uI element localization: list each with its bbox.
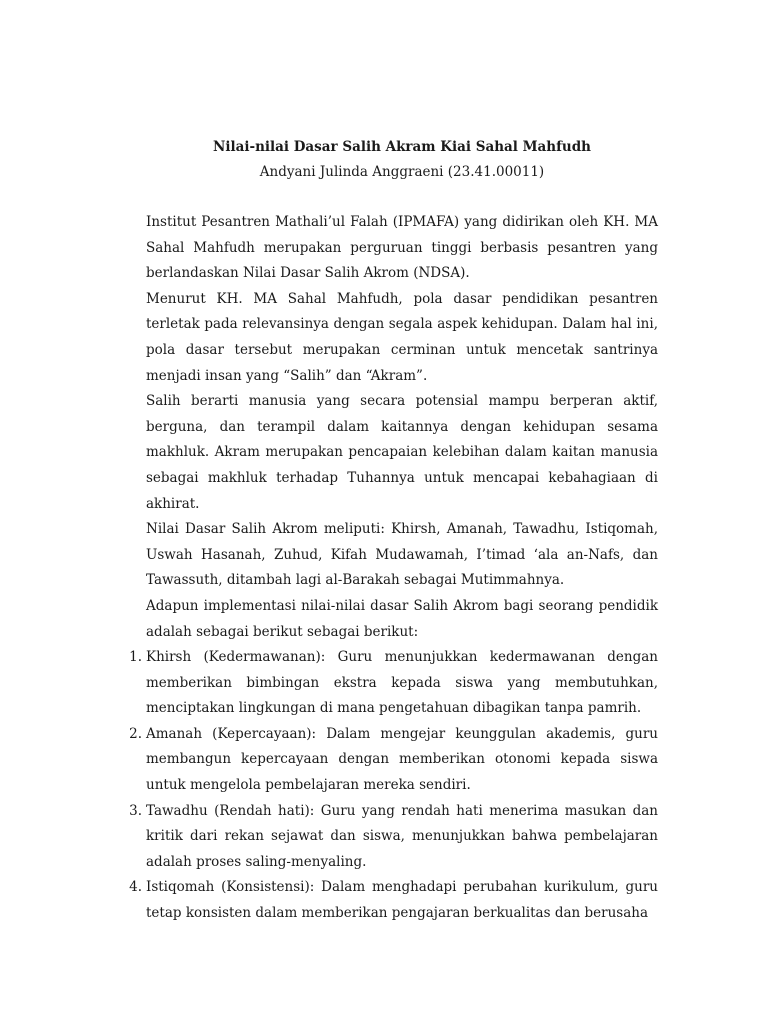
paragraph-salih-akram: Salih berarti manusia yang secara potensial mampu berperan aktif, berguna, dan terampil dalam kaitannya dengan kehidupan sesama makhluk. Akram merupakan pencapaian kelebihan dalam kaitan manusia sebagai makhluk terhadap Tuhannya untuk mencapai kebahagiaan di akhirat. [146, 393, 658, 512]
list-item-number: 1. [129, 649, 142, 666]
list-item [129, 875, 658, 926]
paragraph-pola-dasar: Menurut KH. MA Sahal Mahfudh, pola dasar pendidikan pesantren terletak pada relevansinya dengan segala aspek kehidupan. Dalam hal ini, pola dasar tersebut merupakan cerminan untuk mencetak santrinya menjadi insan yang “Salih” dan “Akram”. [146, 290, 658, 384]
document-author: Andyani Julinda Anggraeni (23.41.00011) [259, 164, 545, 180]
document-title: Nilai-nilai Dasar Salih Akram Kiai Sahal Mahfudh [213, 139, 591, 155]
list-item-text: Amanah (Kepercayaan): Dalam mengejar keunggulan akademis, guru membangun kepercayaan dengan memberikan otonomi kepada siswa untuk mengelola pembelajaran mereka sendiri. [146, 725, 658, 794]
list-item-text: Khirsh (Kedermawanan): Guru menunjukkan kedermawanan dengan memberikan bimbingan ekstra kepada siswa yang membutuhkan, menciptakan lingkungan di mana pengetahuan dibagikan tanpa pamrih. [146, 649, 658, 717]
list-item-number: 2. [129, 725, 142, 742]
document-body [129, 210, 658, 927]
list-item-text: Istiqomah (Konsistensi): Dalam menghadapi perubahan kurikulum, guru tetap konsisten dalam memberikan pengajaran berkualitas dan berusaha [146, 879, 658, 922]
values-list [129, 645, 658, 927]
list-item [129, 645, 658, 722]
list-item [129, 722, 658, 799]
paragraph-implementasi: Adapun implementasi nilai-nilai dasar Salih Akrom bagi seorang pendidik adalah sebagai berikut sebagai berikut: [146, 597, 658, 640]
list-item-text: Tawadhu (Rendah hati): Guru yang rendah hati menerima masukan dan kritik dari rekan sejawat dan siswa, menunjukkan bahwa pembelajaran adalah proses saling-menyaling. [146, 802, 658, 870]
paragraph-ipmafa: Institut Pesantren Mathali’ul Falah (IPMAFA) yang didirikan oleh KH. MA Sahal Mahfudh merupakan perguruan tinggi berbasis pesantren yang berlandaskan Nilai Dasar Salih Akrom (NDSA). [146, 214, 658, 282]
paragraph-nilai-dasar: Nilai Dasar Salih Akrom meliputi: Khirsh, Amanah, Tawadhu, Istiqomah, Uswah Hasanah, Zuhud, Kifah Mudawamah, I’timad ‘ala an-Nafs, dan Tawassuth, ditambah lagi al-Barakah sebagai Mutimmahnya. [146, 521, 658, 589]
list-item-number: 3. [129, 802, 142, 819]
list-item [129, 799, 658, 876]
list-item-number: 4. [129, 879, 142, 896]
